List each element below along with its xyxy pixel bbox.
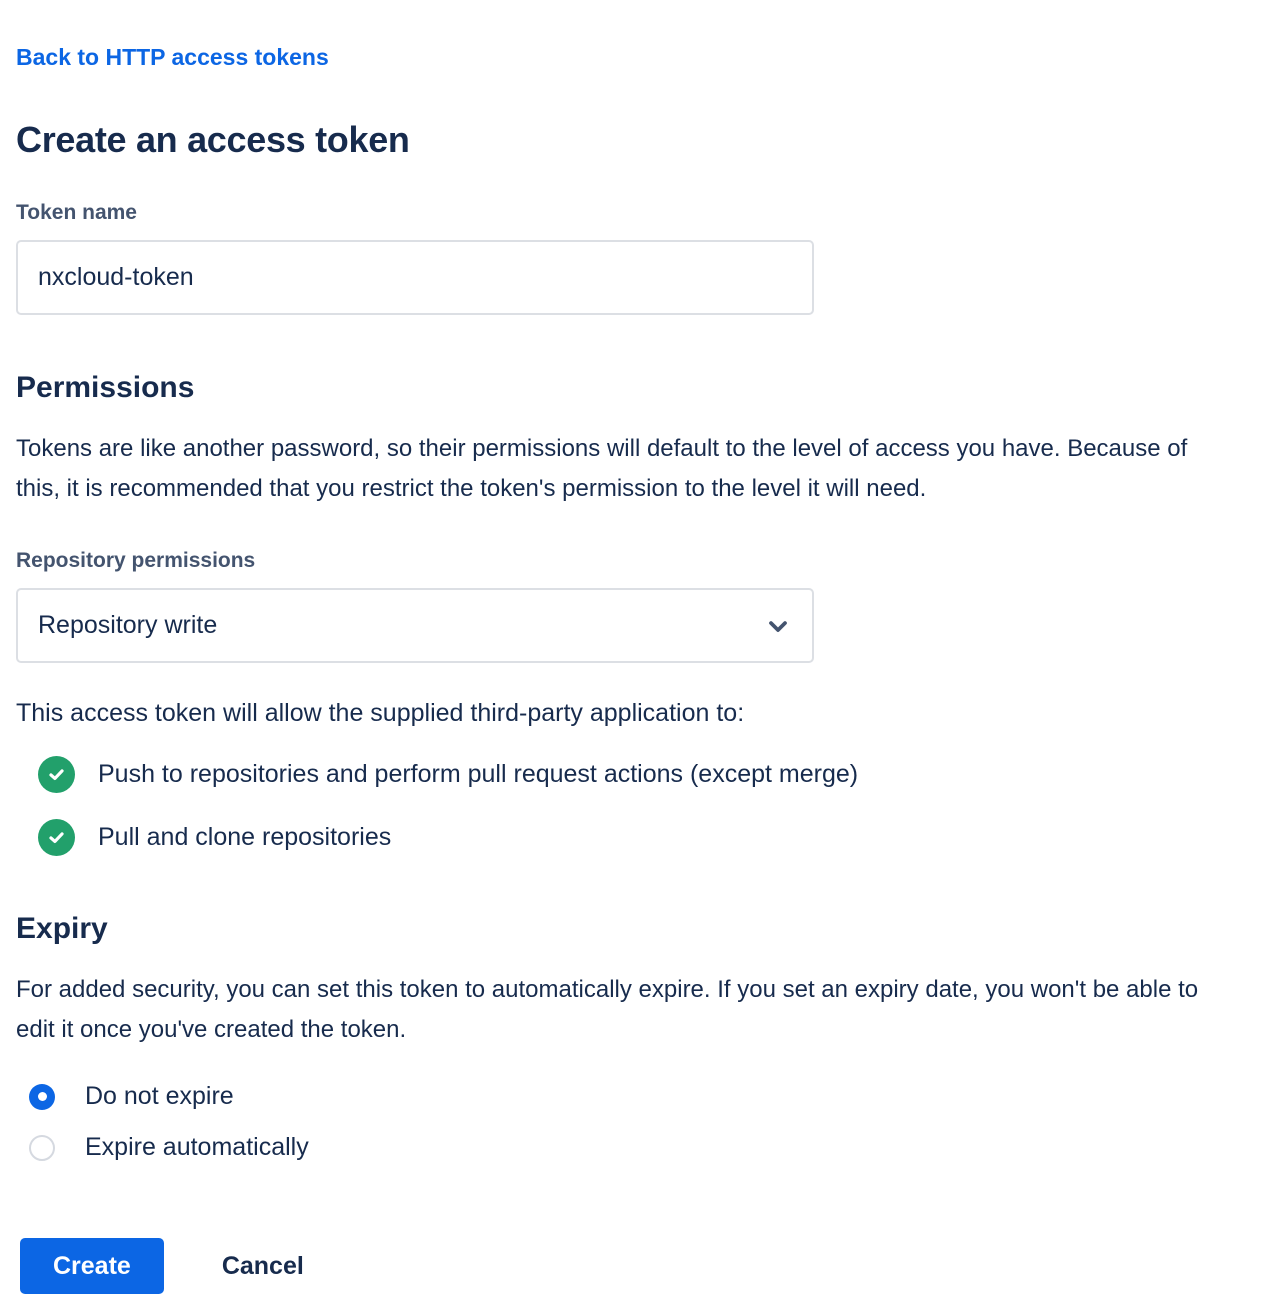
allowance-text: Pull and clone repositories [98,823,392,851]
permissions-heading: Permissions [16,371,195,404]
back-to-http-access-tokens-link[interactable]: Back to HTTP access tokens [16,44,329,70]
repository-permissions-label: Repository permissions [16,549,256,572]
allowances-list [16,756,1258,856]
allowance-item [38,756,1258,793]
expiry-description: For added security, you can set this token to automatically expire. If you set an expiry date, you won't be able to edit it once you've created the token. [16,976,1199,1043]
page-title: Create an access token [16,119,410,160]
allowance-text: Push to repositories and perform pull request actions (except merge) [98,760,859,788]
radio-option-do-not-expire[interactable] [16,1082,1258,1111]
token-name-label: Token name [16,201,137,224]
repository-permissions-selected-value: Repository write [38,611,218,639]
radio-unselected-icon[interactable] [29,1135,55,1161]
expiry-radio-group [16,1082,1258,1162]
check-circle-icon [38,756,75,793]
radio-selected-icon[interactable] [29,1084,55,1110]
permissions-description: Tokens are like another password, so their permissions will default to the level of access you have. Because of this, it is recommended that you restrict the token's permission to the level it will need. [16,435,1188,502]
token-name-input[interactable] [16,240,814,315]
chevron-down-icon [764,612,792,640]
radio-label: Do not expire [85,1082,234,1110]
access-token-allow-intro: This access token will allow the supplied third-party application to: [16,699,745,727]
repository-permissions-select[interactable] [16,588,814,663]
radio-label: Expire automatically [85,1133,309,1161]
check-circle-icon [38,819,75,856]
cancel-button[interactable]: Cancel [221,1251,304,1280]
allowance-item [38,819,1258,856]
create-button[interactable]: Create [20,1238,164,1294]
form-actions [16,1238,1258,1294]
radio-option-expire-automatically[interactable] [16,1133,1258,1162]
expiry-heading: Expiry [16,912,108,945]
